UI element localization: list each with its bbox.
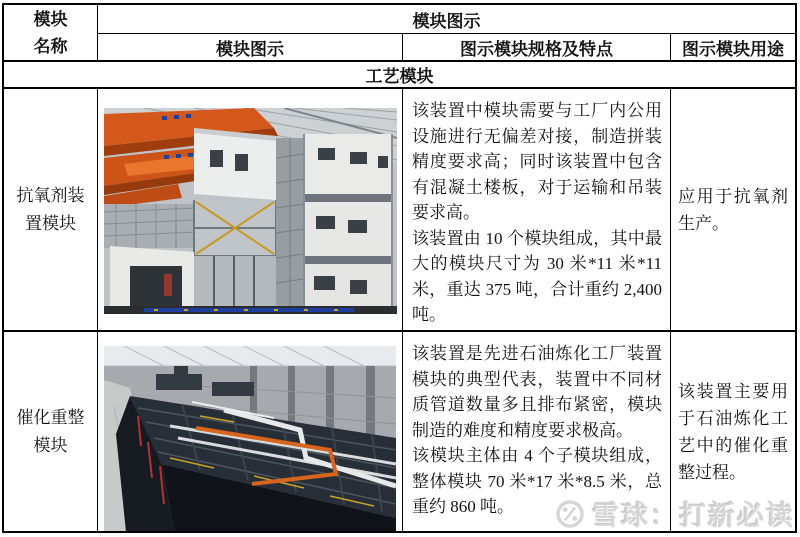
row2-specs-paragraph-2: 该模块主体由 4 个子模块组成，整体模块 70 米*17 米*8.5 米，总重约 860 吨。 <box>412 446 662 516</box>
xueqiu-watermark <box>555 494 795 533</box>
row2-usage-text: 该装置主要用于石油炼化工艺中的催化重整过程。 <box>678 381 788 482</box>
header-col-image-label: 模块图示 <box>216 39 284 59</box>
header-col-usage <box>671 34 795 62</box>
row1-usage-cell <box>671 89 795 332</box>
header-module-name-label: 模块名称 <box>33 9 68 56</box>
watermark-text: 雪球：打新必读 <box>592 501 795 531</box>
xueqiu-logo-icon <box>555 499 585 529</box>
header-col-image <box>98 34 403 62</box>
catalytic-reforming-module-photo <box>104 346 396 531</box>
row1-photo-cell <box>98 89 403 332</box>
row1-specs-paragraph-2: 该装置由 10 个模块组成，其中最大的模块尺寸为 30 米*11 米*11 米，重达 375 吨，合计重约 2,400 吨。 <box>412 228 662 324</box>
header-group-label: 模块图示 <box>412 11 481 31</box>
row1-specs-paragraph-1: 该装置中模块需要与工厂内公用设施进行无偏差对接，制造拼装精度要求高；同时该装置中包含有混凝土楼板，对于运输和吊装要求高。 <box>412 101 662 222</box>
header-col-usage-label: 图示模块用途 <box>682 39 784 59</box>
row2-module-name-cell <box>4 332 98 531</box>
row1-specs-cell <box>403 89 671 332</box>
section-title-label: 工艺模块 <box>365 67 434 86</box>
row1-module-name-cell <box>4 89 98 332</box>
header-module-name <box>4 5 98 62</box>
row2-specs-paragraph-1: 该装置是先进石油炼化工厂装置模块的典型代表，装置中不同材质管道数量多且排布紧密，模块制造的难度和精度要求极高。 <box>412 344 662 440</box>
row1-module-name: 抗氧剂装置模块 <box>16 185 85 233</box>
module-table <box>2 3 797 533</box>
header-col-specs-label: 图示模块规格及特点 <box>460 39 613 59</box>
antioxidant-module-factory-photo <box>104 108 397 314</box>
section-process-modules <box>4 62 795 89</box>
row2-module-name: 催化重整模块 <box>16 407 85 455</box>
header-group-module-illustration <box>98 5 795 34</box>
row1-usage-text: 应用于抗氧剂生产。 <box>678 186 788 233</box>
header-col-specs <box>403 34 671 62</box>
row2-photo-cell <box>98 332 403 531</box>
